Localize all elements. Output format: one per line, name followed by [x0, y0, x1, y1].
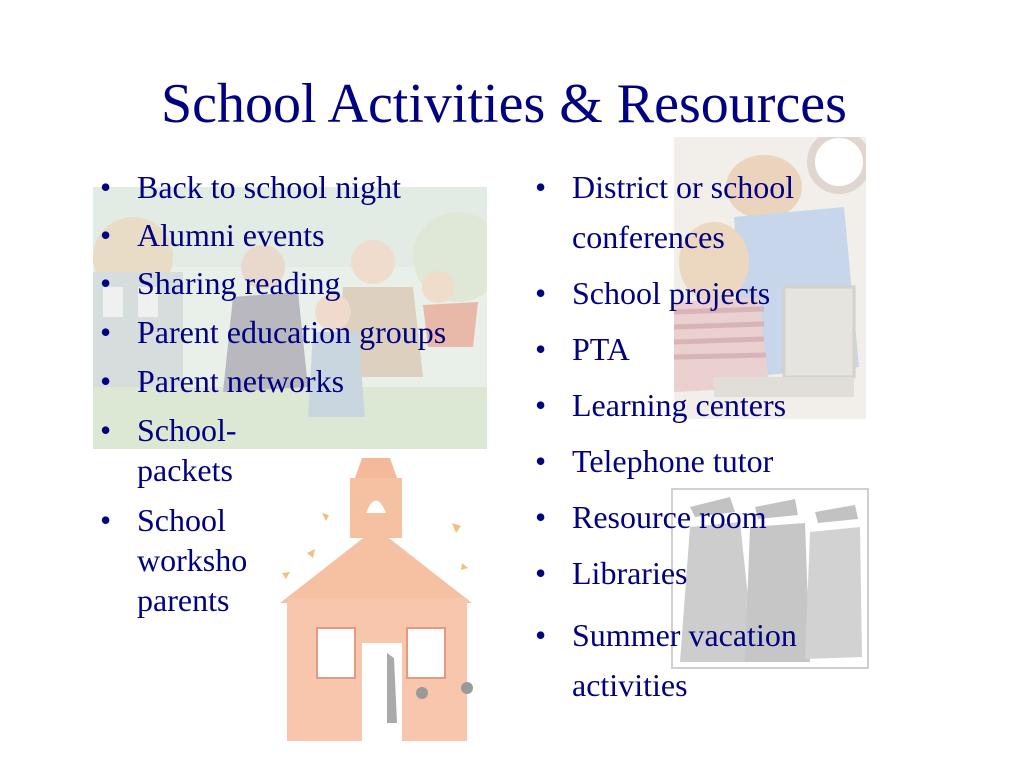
bullet-icon: •: [100, 217, 112, 253]
list-item-label: Summer vacation activities: [572, 617, 797, 703]
list-item: [535, 330, 880, 368]
list-item-label: School projects: [572, 275, 771, 311]
bullet-icon: •: [535, 617, 547, 653]
list-item-label: District or school conferences: [572, 169, 795, 255]
list-item: [100, 500, 480, 620]
list-item-label: Parent networks: [137, 363, 345, 399]
bullet-icon: •: [535, 555, 547, 591]
list-item-label: Alumni events: [137, 217, 325, 253]
list-item: [100, 168, 480, 206]
list-item-label: packets: [137, 452, 233, 488]
list-item-label: School: [137, 502, 226, 538]
bullet-icon: •: [100, 169, 112, 205]
list-item: [535, 386, 880, 424]
list-item-label: PTA: [572, 331, 630, 367]
list-item: [100, 216, 480, 254]
list-item-label: Telephone tutor: [572, 443, 774, 479]
list-item-label: Sharing reading: [137, 265, 341, 301]
bullet-icon: •: [535, 331, 547, 367]
list-item-label: Learning centers: [572, 387, 787, 423]
list-item-label: Libraries: [572, 555, 688, 591]
list-item: [535, 498, 880, 536]
bullet-icon: •: [535, 387, 547, 423]
left-bullet-list: [100, 168, 480, 630]
list-item-label: worksho: [137, 542, 248, 578]
list-item: [100, 362, 480, 400]
bullet-icon: •: [535, 443, 547, 479]
list-item-label: School-: [137, 412, 237, 448]
bullet-icon: •: [535, 169, 547, 205]
list-item: [535, 554, 880, 592]
bullet-icon: •: [100, 265, 112, 301]
list-item: [100, 312, 480, 352]
list-item: [535, 162, 880, 262]
bullet-icon: •: [535, 499, 547, 535]
list-item-label: Back to school night: [137, 169, 401, 205]
list-item: [100, 410, 480, 490]
bullet-icon: •: [100, 412, 112, 448]
right-bullet-list: [535, 162, 880, 722]
list-item-label: Resource room: [572, 499, 767, 535]
list-item-label: parents: [137, 582, 230, 618]
list-item: [535, 610, 880, 710]
slide-title: School Activities & Resources: [161, 73, 847, 135]
list-item: [535, 274, 880, 312]
bullet-icon: •: [100, 314, 112, 350]
bullet-icon: •: [100, 363, 112, 399]
list-item: [100, 264, 480, 302]
list-item-label: Parent education groups: [137, 314, 447, 350]
bullet-icon: •: [535, 275, 547, 311]
list-item: [535, 442, 880, 480]
bullet-icon: •: [100, 502, 112, 538]
